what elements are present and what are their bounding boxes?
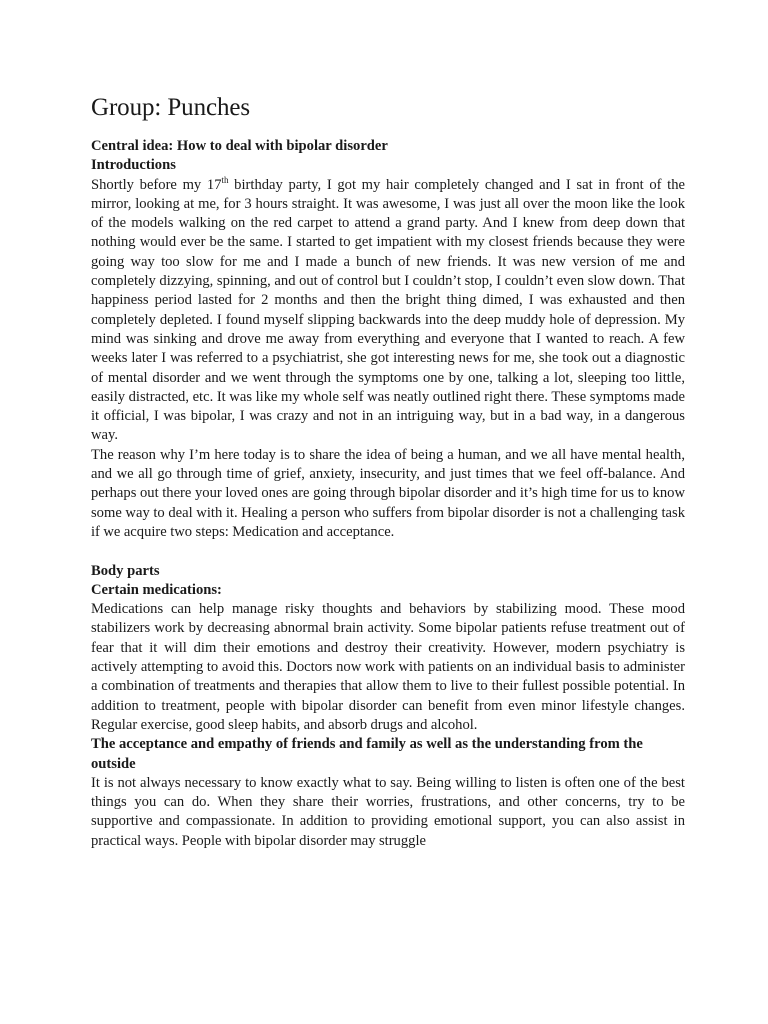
central-idea-heading: Central idea: How to deal with bipolar disorder xyxy=(91,138,388,154)
acceptance-heading: The acceptance and empathy of friends and family as well as the understanding from the outside xyxy=(91,736,643,772)
document-page xyxy=(91,92,685,851)
acceptance-paragraph: It is not always necessary to know exactly what to say. Being willing to listen is often one of the best things you can do. When they share their worries, frustrations, and other concerns, try to be supportive and compassionate. In addition to providing emotional support, you can also assist in practical ways. People with bipolar disorder may struggle xyxy=(91,774,685,849)
ordinal-superscript: th xyxy=(221,174,229,185)
intro-paragraph-2: The reason why I’m here today is to share the idea of being a human, and we all have mental health, and we all go through time of grief, anxiety, insecurity, and just times that we feel off-balance. And perhaps out there your loved ones are going through bipolar disorder and it’s high time for us to know some way to deal with it. Healing a person who suffers from bipolar disorder is not a challenging task if we acquire two steps: Medication and acceptance. xyxy=(91,446,685,540)
intro-paragraph-1 xyxy=(91,176,685,446)
medications-paragraph: Medications can help manage risky thoughts and behaviors by stabilizing mood. These mood stabilizers work by decreasing abnormal brain activity. Some bipolar patients refuse treatment out of fear that it will dim their emotions and destroy their creativity. However, modern psychiatry is actively attempting to avoid this. Doctors now work with patients on an individual basis to administer a combination of treatments and therapies that allow them to live to their fullest possible potential. In addition to treatment, people with bipolar disorder can benefit from even minor lifestyle changes. Regular exercise, good sleep habits, and absorb drugs and alcohol. xyxy=(91,601,685,733)
document-title: Group: Punches xyxy=(91,94,251,121)
section-spacer xyxy=(91,542,685,561)
body-parts-heading: Body parts xyxy=(91,562,160,579)
intro-p1-rest: birthday party, I got my hair completely changed and I sat in front of the mirror, looking at me, for 3 hours straight. It was awesome, I was just all over the moon like the look of the models walking on the red carpet to attend a grand party. And I knew from deep down that nothing would ever be the same. I started to get impatient with my closest friends because they were going way too slow for me and I made a bunch of new friends. It was new version of me and completely dizzying, spinning, and out of control but I couldn’t stop, I couldn’t even slow down. That happiness period lasted for 2 months and then the bright thing dimed, I was exhausted and then completely depleted. I found myself slipping backwards into the deep muddy hole of depression. My mind was sinking and drove me away from everything and everyone that I wanted to reach. A few weeks later I was referred to a psychiatrist, she got interesting news for me, she took out a diagnostic of mental disorder and we went through the symptoms one by one, talking a lot, sleeping too little, easily distracted, etc. It was like my whole self was neatly outlined right there. These symptoms made it official, I was bipolar, I was crazy and not in an intriguing way, but in a bad way, in a dangerous way. xyxy=(91,176,685,444)
medications-heading: Certain medications: xyxy=(91,581,222,598)
introductions-heading: Introductions xyxy=(91,157,176,174)
intro-p1-start: Shortly before my 17 xyxy=(91,176,222,193)
